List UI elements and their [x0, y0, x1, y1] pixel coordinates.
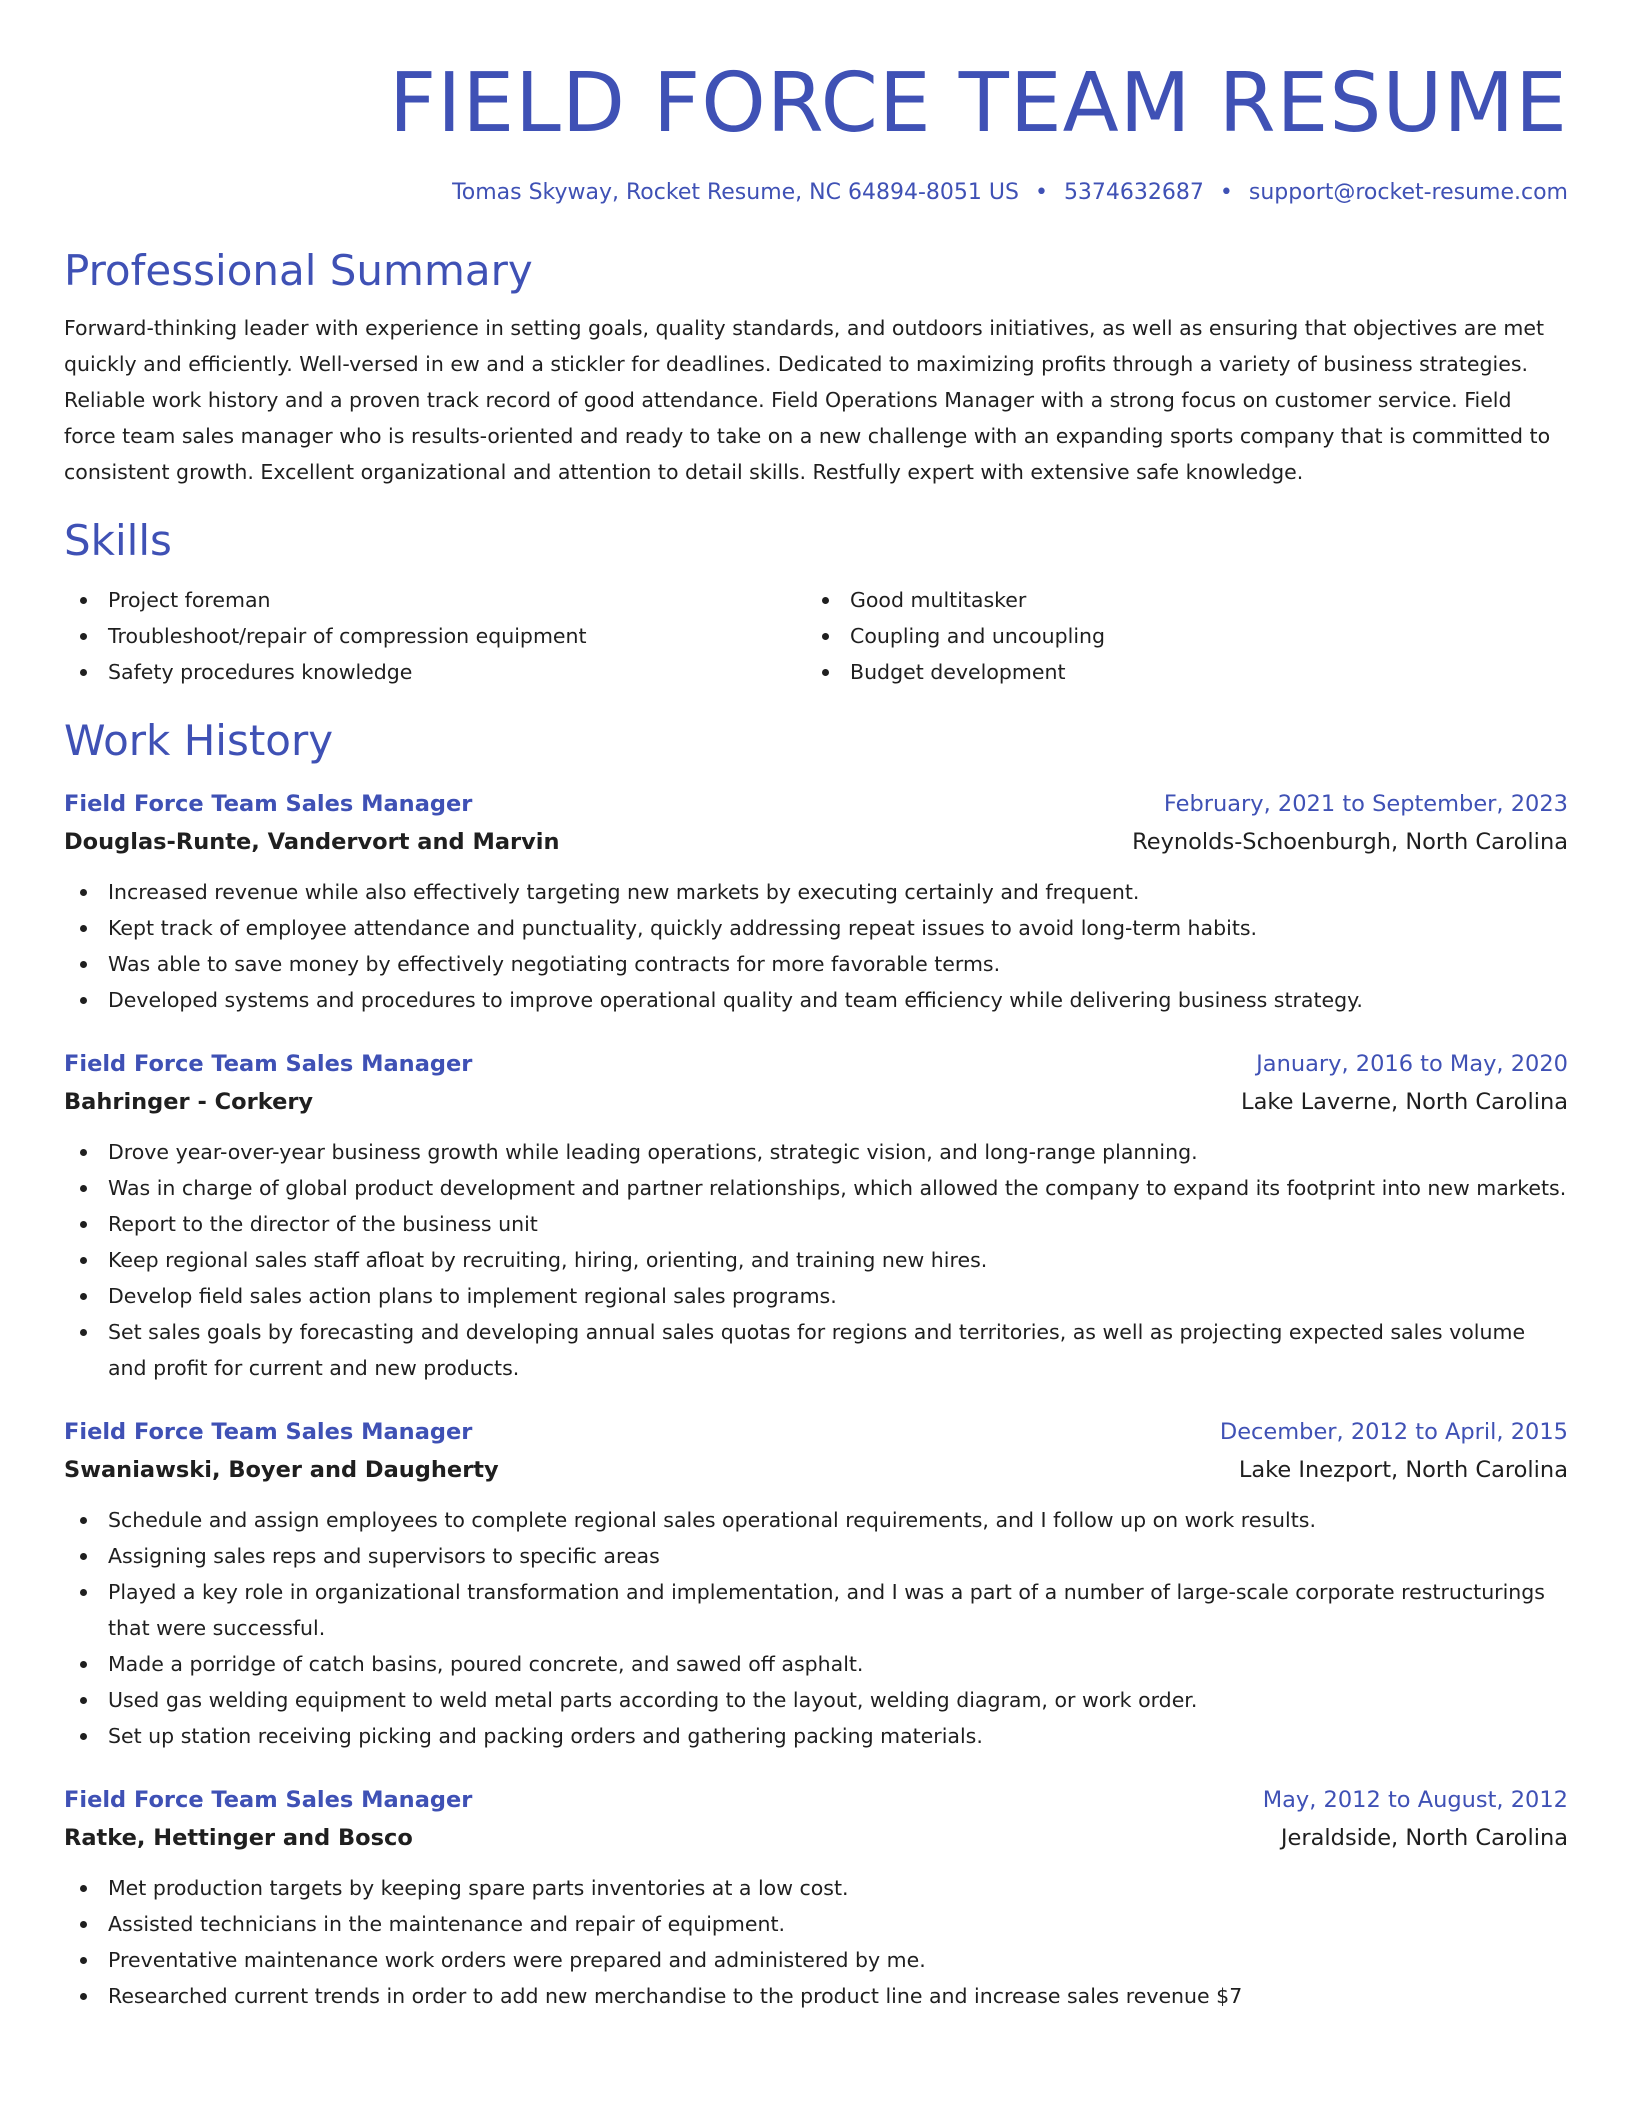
skill-item: Troubleshoot/repair of compression equipment	[64, 618, 806, 654]
contact-separator: •	[1219, 180, 1233, 205]
job-bullet: Drove year-over-year business growth while leading operations, strategic vision, and long-range planning.	[64, 1134, 1568, 1170]
skill-item: Good multitasker	[806, 582, 1548, 618]
skill-item: Budget development	[806, 654, 1548, 690]
job-bullets	[64, 1502, 1568, 1754]
resume-name: FIELD FORCE TEAM RESUME	[388, 56, 1568, 151]
job-location: Reynolds-Schoenburgh, North Carolina	[1132, 829, 1568, 855]
job-entry	[64, 1414, 1568, 1754]
job-bullets	[64, 1134, 1568, 1386]
job-bullet: Develop field sales action plans to implement regional sales programs.	[64, 1278, 1568, 1314]
resume-page	[64, 56, 1568, 2014]
skill-item: Coupling and uncoupling	[806, 618, 1548, 654]
summary-heading: Professional Summary	[64, 246, 533, 295]
job-bullets	[64, 874, 1568, 1018]
job-bullet: Set up station receiving picking and packing orders and gathering packing materials.	[64, 1718, 1568, 1754]
job-entry	[64, 1782, 1568, 2014]
job-bullet: Developed systems and procedures to improve operational quality and team efficiency while delivering business strategy.	[64, 982, 1568, 1018]
job-dates: December, 2012 to April, 2015	[1219, 1419, 1568, 1445]
job-location: Jeraldside, North Carolina	[1280, 1825, 1568, 1851]
skills-column-right	[806, 582, 1548, 690]
job-bullet: Kept track of employee attendance and punctuality, quickly addressing repeat issues to avoid long-term habits.	[64, 910, 1568, 946]
job-bullet: Played a key role in organizational transformation and implementation, and I was a part of a number of large-scale corporate restructurings that were successful.	[64, 1574, 1568, 1646]
job-bullet: Met production targets by keeping spare parts inventories at a low cost.	[64, 1870, 1568, 1906]
skill-item: Safety procedures knowledge	[64, 654, 806, 690]
job-bullet: Used gas welding equipment to weld metal parts according to the layout, welding diagram, or work order.	[64, 1682, 1568, 1718]
job-entry	[64, 1046, 1568, 1386]
job-bullet: Made a porridge of catch basins, poured concrete, and sawed off asphalt.	[64, 1646, 1568, 1682]
skill-item: Project foreman	[64, 582, 806, 618]
job-company: Swaniawski, Boyer and Daugherty	[64, 1457, 499, 1483]
job-location: Lake Laverne, North Carolina	[1241, 1089, 1568, 1115]
contact-email: support@rocket-resume.com	[1248, 180, 1568, 205]
job-bullet: Was in charge of global product development and partner relationships, which allowed the company to expand its footprint into new markets.	[64, 1170, 1568, 1206]
job-entry	[64, 786, 1568, 1018]
job-bullet: Was able to save money by effectively negotiating contracts for more favorable terms.	[64, 946, 1568, 982]
job-bullet: Schedule and assign employees to complete regional sales operational requirements, and I follow up on work results.	[64, 1502, 1568, 1538]
job-company: Douglas-Runte, Vandervort and Marvin	[64, 829, 560, 855]
job-title: Field Force Team Sales Manager	[64, 1419, 473, 1445]
job-bullet: Assisted technicians in the maintenance and repair of equipment.	[64, 1906, 1568, 1942]
summary-text: Forward-thinking leader with experience in setting goals, quality standards, and outdoors initiatives, as well as ensuring that objectives are met quickly and efficiently. Well-versed in ew and a stickler for deadlines. Dedicated to maximizing profits through a variety of business strategies. Reliable work history and a proven track record of good attendance. Field Operations Manager with a strong focus on customer service. Field force team sales manager who is results-oriented and ready to take on a new challenge with an expanding sports company that is committed to consistent growth. Excellent organizational and attention to detail skills. Restfully expert with extensive safe knowledge.	[64, 316, 1551, 484]
job-bullet: Assigning sales reps and supervisors to specific areas	[64, 1538, 1568, 1574]
contact-line	[64, 178, 1568, 208]
job-bullet: Keep regional sales staff afloat by recruiting, hiring, orienting, and training new hires.	[64, 1242, 1568, 1278]
job-bullet: Researched current trends in order to add new merchandise to the product line and increase sales revenue $7	[64, 1978, 1568, 2014]
job-dates: January, 2016 to May, 2020	[1256, 1051, 1568, 1077]
work-history-list	[64, 786, 1568, 2014]
job-dates: February, 2021 to September, 2023	[1163, 791, 1568, 817]
job-bullet: Preventative maintenance work orders were prepared and administered by me.	[64, 1942, 1568, 1978]
job-bullet: Report to the director of the business unit	[64, 1206, 1568, 1242]
job-bullets	[64, 1870, 1568, 2014]
job-title: Field Force Team Sales Manager	[64, 791, 473, 817]
skills-list	[64, 582, 1568, 690]
job-company: Bahringer - Corkery	[64, 1089, 314, 1115]
job-company: Ratke, Hettinger and Bosco	[64, 1825, 413, 1851]
job-dates: May, 2012 to August, 2012	[1262, 1787, 1568, 1813]
job-title: Field Force Team Sales Manager	[64, 1051, 473, 1077]
work-history-heading: Work History	[64, 716, 334, 765]
job-location: Lake Inezport, North Carolina	[1238, 1457, 1568, 1483]
contact-address: Tomas Skyway, Rocket Resume, NC 64894-8051 US	[452, 180, 1019, 205]
contact-separator: •	[1034, 180, 1048, 205]
job-bullet: Increased revenue while also effectively targeting new markets by executing certainly and frequent.	[64, 874, 1568, 910]
job-bullet: Set sales goals by forecasting and developing annual sales quotas for regions and territories, as well as projecting expected sales volume and profit for current and new products.	[64, 1314, 1568, 1386]
contact-phone: 5374632687	[1063, 180, 1204, 205]
job-title: Field Force Team Sales Manager	[64, 1787, 473, 1813]
skills-heading: Skills	[64, 516, 172, 565]
skills-column-left	[64, 582, 806, 690]
